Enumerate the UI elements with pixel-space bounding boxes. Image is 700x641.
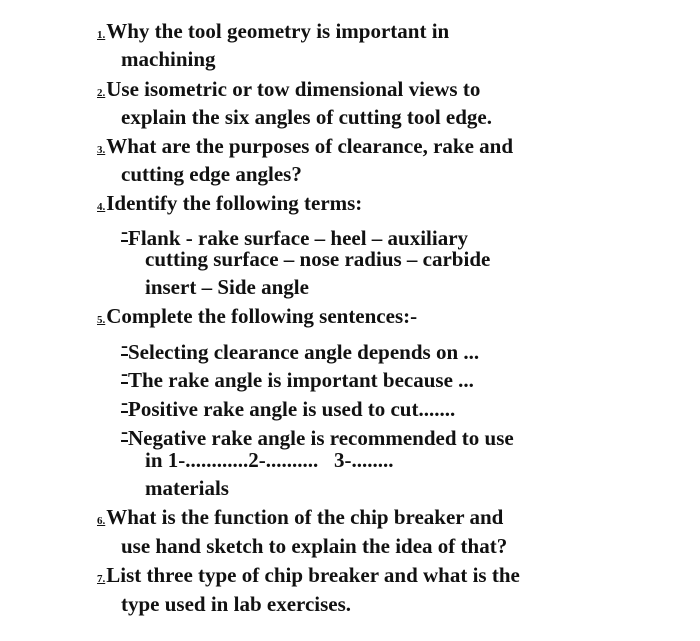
question-3-line-2: cutting edge angles? [121, 162, 302, 186]
question-5-item-4-text-1: Negative rake angle is recommended to use [128, 426, 514, 450]
question-5-text-1: Complete the following sentences:- [106, 304, 418, 328]
bullet-dash: - [121, 390, 128, 414]
question-5-item-4-line-2: in 1-............2-.......... 3-........ [145, 448, 394, 472]
question-7-line-2: type used in lab exercises. [121, 592, 352, 616]
question-1-number: 1. [97, 29, 106, 41]
question-6-line-2: use hand sketch to explain the idea of that? [121, 534, 508, 558]
question-6-number: 6. [97, 515, 106, 527]
question-5-item-1-text: Selecting clearance angle depends on ... [128, 340, 480, 364]
question-2-text-1: Use isometric or tow dimensional views to [106, 77, 481, 101]
question-4-item-1-line-2: cutting surface – nose radius – carbide [145, 247, 491, 271]
question-5-line-1 [97, 302, 417, 334]
question-7-number: 7. [97, 573, 106, 585]
question-6-text-1: What is the function of the chip breaker and [106, 505, 504, 529]
question-6-line-1 [97, 503, 503, 535]
question-3-number: 3. [97, 144, 106, 156]
question-4-item-1-text-1: Flank - rake surface – heel – auxiliary [128, 226, 469, 250]
question-2-number: 2. [97, 87, 106, 99]
bullet-dash: - [121, 333, 128, 357]
question-2-line-2: explain the six angles of cutting tool edge. [121, 105, 492, 129]
bullet-dash: - [121, 361, 128, 385]
question-1-text-1: Why the tool geometry is important in [106, 19, 450, 43]
question-4-number: 4. [97, 201, 106, 213]
question-1-line-2: machining [121, 47, 216, 71]
question-3-text-1: What are the purposes of clearance, rake and [106, 134, 513, 158]
question-7-line-1 [97, 561, 520, 593]
question-5-item-2-text: The rake angle is important because ... [128, 368, 474, 392]
question-5-number: 5. [97, 314, 106, 326]
question-4-item-1-line-3: insert – Side angle [145, 275, 309, 299]
question-7-text-1: List three type of chip breaker and what is the [106, 563, 520, 587]
question-5-item-4-line-3: materials [145, 476, 229, 500]
question-4-text-1: Identify the following terms: [106, 191, 363, 215]
bullet-dash: - [121, 219, 128, 243]
question-5-item-3-text: Positive rake angle is used to cut....... [128, 397, 456, 421]
bullet-dash: - [121, 419, 128, 443]
